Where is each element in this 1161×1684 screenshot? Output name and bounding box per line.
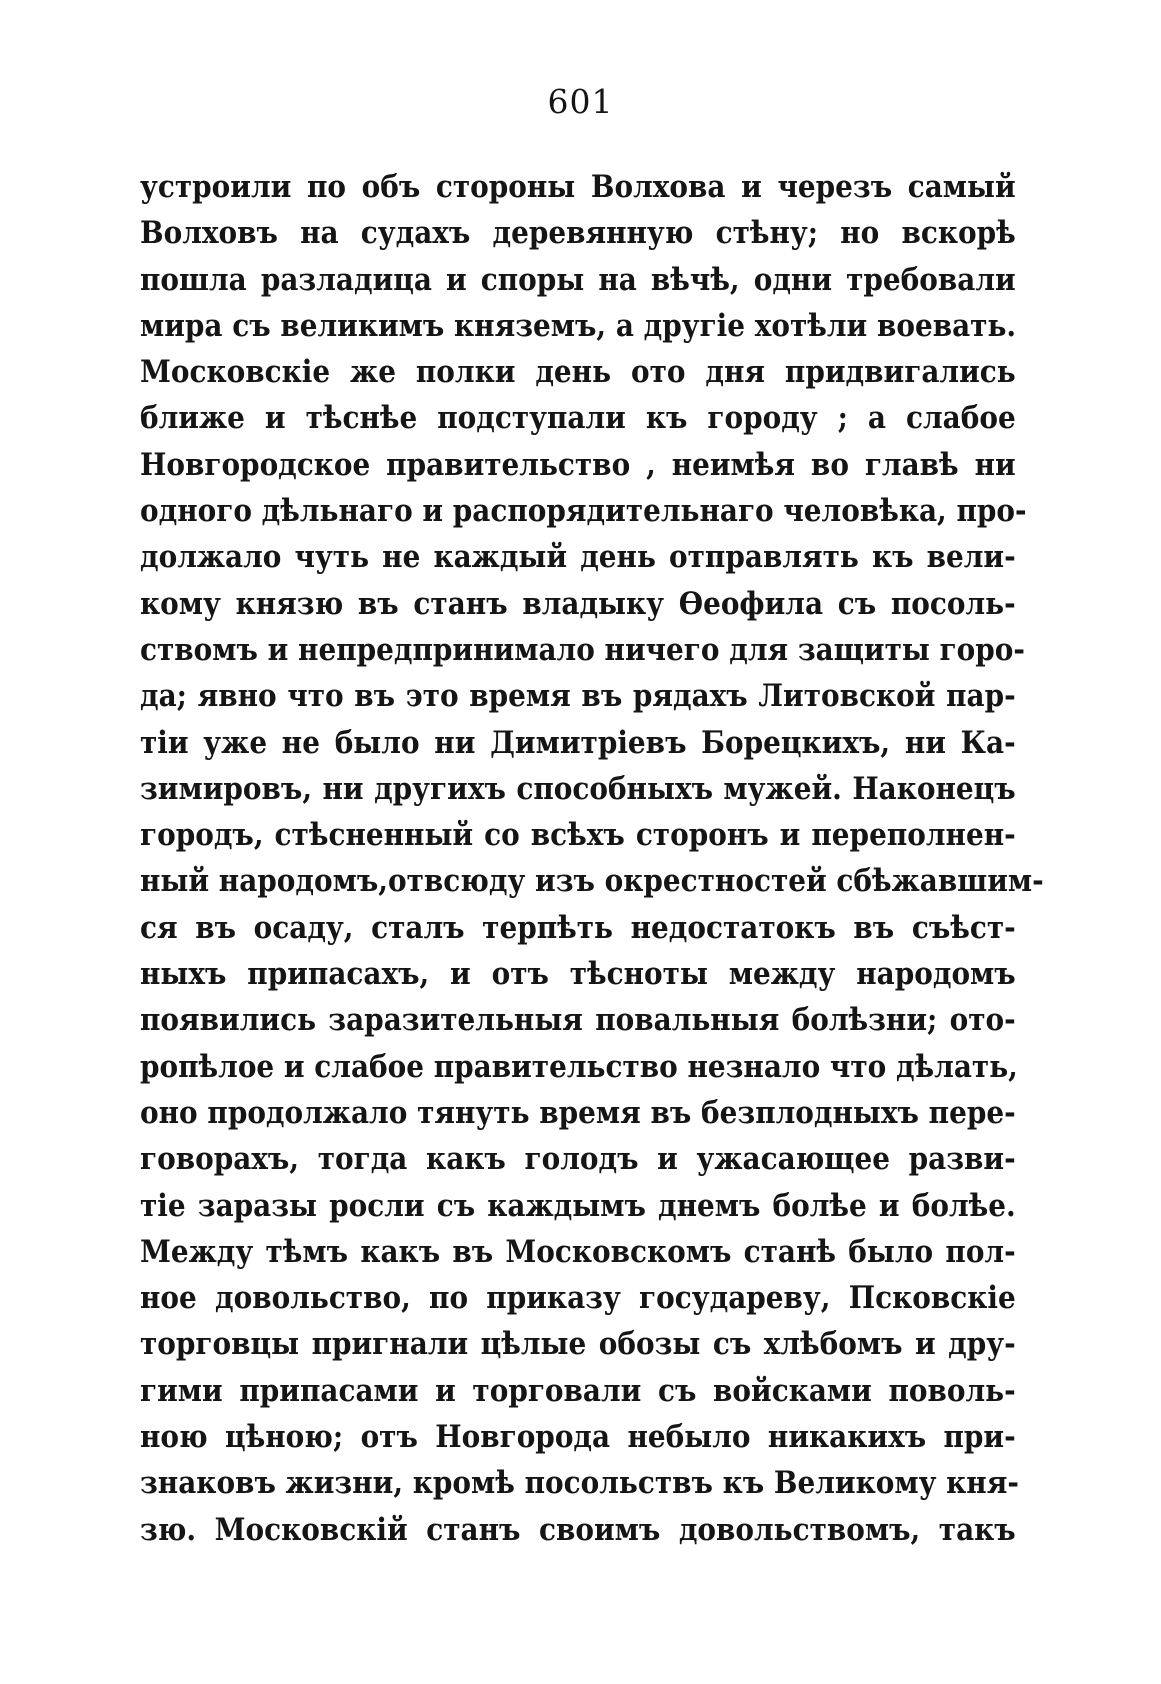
text-line: ствомъ и непредпринимало ничего для защиты горо- (140, 631, 1025, 668)
text-line: одного дѣльнаго и распорядительнаго человѣка, про- (140, 493, 1027, 530)
text-line: знаковъ жизни, кромѣ посольствъ къ Великому кня- (140, 1465, 1019, 1502)
text-line: да; явно что въ это время въ рядахъ Литовской пар- (140, 678, 1016, 715)
text-line: ближе и тѣснѣе подступали къ городу ; а слабое (140, 400, 1016, 437)
text-line: должало чуть не каждый день отправлять къ вели- (140, 539, 1016, 576)
text-line: тіи уже не было ни Димитріевъ Борецкихъ, ни Ка- (140, 724, 1016, 761)
text-line: Новгородское правительство , неимѣя во главѣ ни (140, 446, 1016, 483)
text-line: ся въ осаду, сталъ терпѣть недостатокъ въ съѣст- (140, 909, 1016, 946)
text-line: Московскіе же полки день ото дня придвигались (140, 354, 1016, 391)
text-line: Между тѣмъ какъ въ Московскомъ станѣ было пол- (140, 1233, 1016, 1270)
text-line: пошла разладица и споры на вѣчѣ, одни требовали (140, 261, 1016, 298)
text-line: зимировъ, ни другихъ способныхъ мужей. Наконецъ (140, 770, 1016, 807)
text-line: тіе заразы росли съ каждымъ днемъ болѣе и болѣе. (140, 1187, 1016, 1224)
text-line: появились заразительныя повальныя болѣзни; ото- (140, 1002, 1016, 1039)
body-text (140, 164, 1044, 1553)
text-line: городъ, стѣсненный со всѣхъ сторонъ и переполнен- (140, 817, 1016, 854)
text-line: ныхъ припасахъ, и отъ тѣсноты между народомъ (140, 956, 1016, 993)
text-line: устроили по объ стороны Волхова и черезъ самый (140, 169, 1016, 205)
text-line: торговцы пригнали цѣлые обозы съ хлѣбомъ и дру- (140, 1326, 1016, 1363)
text-line: ропѣлое и слабое правительство незнало что дѣлать, (140, 1048, 1018, 1085)
text-line: ною цѣною; отъ Новгорода небыло никакихъ при- (140, 1419, 1016, 1456)
text-line: говорахъ, тогда какъ голодъ и ужасающее разви- (140, 1141, 1016, 1178)
text-line: гими припасами и торговали съ войсками поволь- (140, 1372, 1016, 1409)
text-line: кому князю въ станъ владыку Ѳеофила съ посоль- (140, 585, 1016, 622)
text-line: мира съ великимъ княземъ, а другіе хотѣли воевать. (140, 307, 1017, 344)
text-line: зю. Московскій станъ своимъ довольствомъ, такъ (140, 1511, 1016, 1548)
page-number: 601 (547, 82, 614, 121)
text-line: ное довольство, по приказу государеву, Псковскіе (140, 1280, 1016, 1317)
text-line: оно продолжало тянуть время въ безплодныхъ пере- (140, 1094, 1016, 1131)
text-line: Волховъ на судахъ деревянную стѣну; но вскорѣ (140, 215, 1016, 252)
text-line: ный народомъ,отвсюду изъ окрестностей сбѣжавшим- (140, 863, 1044, 900)
